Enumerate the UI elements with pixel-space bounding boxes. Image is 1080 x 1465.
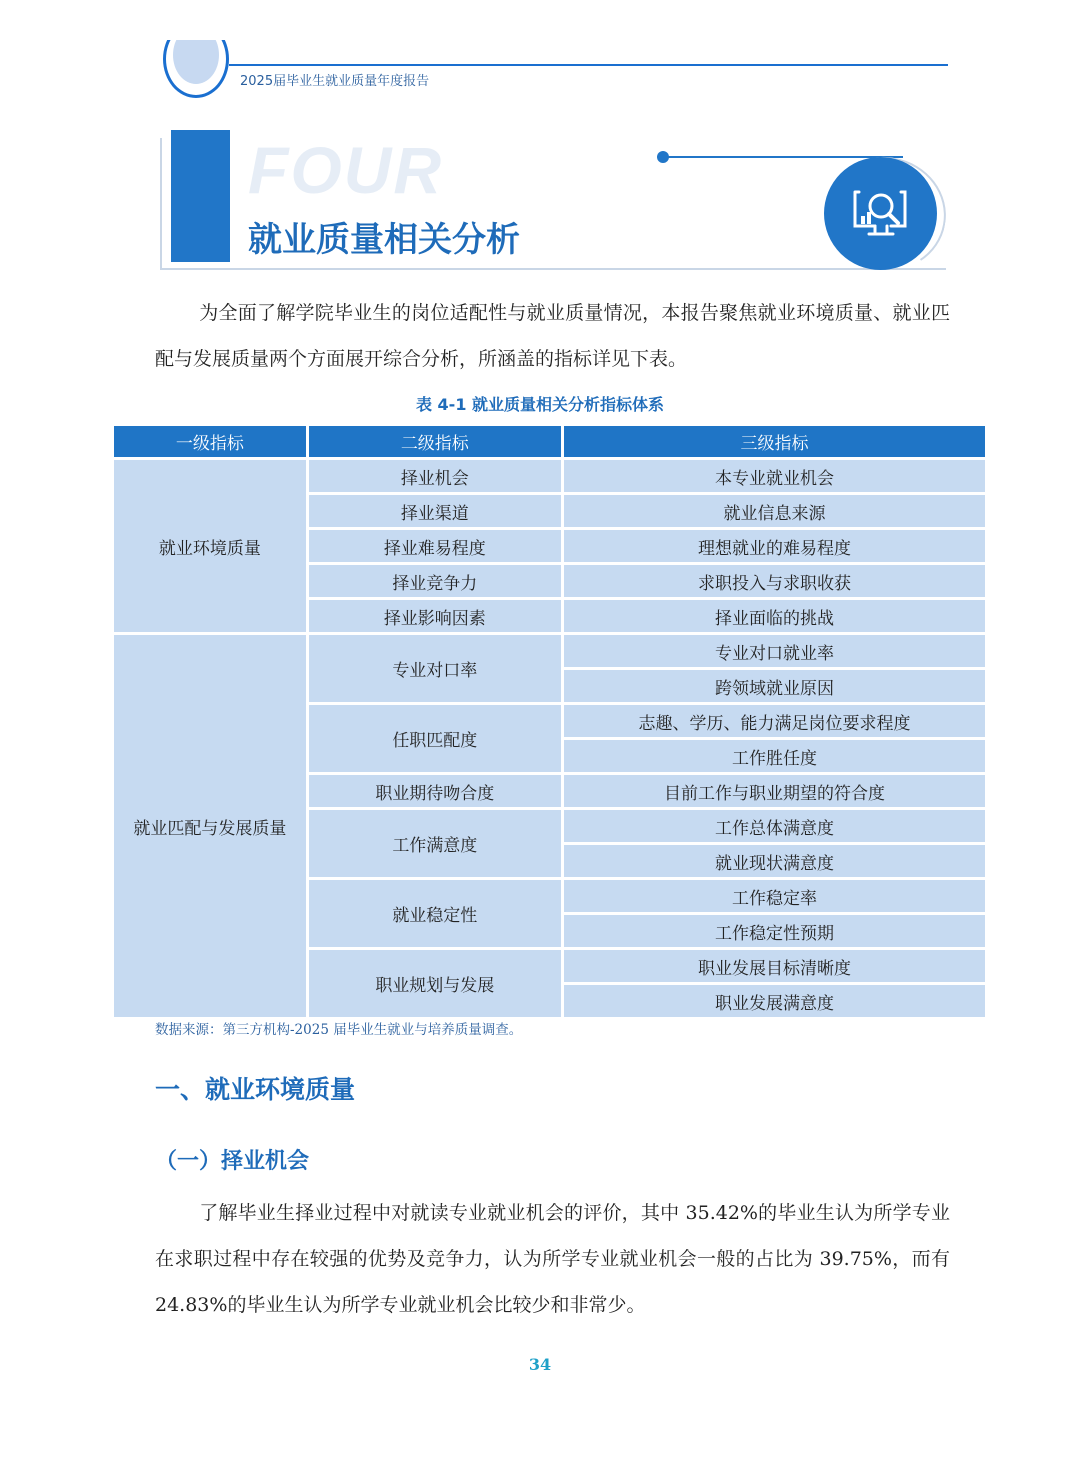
section-text: 了解毕业生择业过程中对就读专业就业机会的评价，其中 35.42%的毕业生认为所学专业在求职过程中存在较强的优势及竞争力，认为所学专业就业机会一般的占比为 39.75%，而有 24.83%的毕业生认为所学专业就业机会比较少和非常少。 (155, 1202, 950, 1316)
table-caption: 表 4-1 就业质量相关分析指标体系 (415, 395, 665, 414)
level1-cell: 就业环境质量 (114, 460, 306, 632)
level2-cell: 专业对口率 (309, 635, 561, 702)
level3-cell: 跨领域就业原因 (564, 670, 985, 702)
page-number: 34 (528, 1355, 552, 1374)
level3-cell: 就业信息来源 (564, 495, 985, 527)
header-report-title: 2025届毕业生就业质量年度报告 (240, 74, 430, 89)
level3-cell: 理想就业的难易程度 (564, 530, 985, 562)
level3-cell: 职业发展目标清晰度 (564, 950, 985, 982)
header-level1: 一级指标 (114, 426, 306, 457)
header-rule (229, 64, 948, 66)
chapter-badge (824, 157, 937, 270)
table-row (114, 460, 985, 492)
level2-cell: 职业期待吻合度 (309, 775, 561, 807)
level2-cell: 职业规划与发展 (309, 950, 561, 1017)
level1-cell: 就业匹配与发展质量 (114, 635, 306, 1017)
level3-cell: 职业发展满意度 (564, 985, 985, 1017)
chapter-number-word: FOUR (248, 133, 443, 207)
magnifier-chart-icon (851, 186, 911, 242)
subsection-heading: （一）择业机会 (155, 1149, 310, 1174)
level3-cell: 工作稳定率 (564, 880, 985, 912)
level3-cell: 本专业就业机会 (564, 460, 985, 492)
header-level2: 二级指标 (309, 426, 561, 457)
section-paragraph (155, 1190, 950, 1328)
chapter-title: 就业质量相关分析 (248, 220, 520, 260)
level2-cell: 工作满意度 (309, 810, 561, 877)
level2-cell: 择业竞争力 (309, 565, 561, 597)
level3-cell: 求职投入与求职收获 (564, 565, 985, 597)
chapter-accent-bar (171, 130, 230, 262)
header-logo-circle (163, 40, 229, 100)
level2-cell: 就业稳定性 (309, 880, 561, 947)
level2-cell: 任职匹配度 (309, 705, 561, 772)
level3-cell: 择业面临的挑战 (564, 600, 985, 632)
level3-cell: 志趣、学历、能力满足岗位要求程度 (564, 705, 985, 737)
table-header-row (114, 426, 985, 457)
level3-cell: 工作胜任度 (564, 740, 985, 772)
level3-cell: 就业现状满意度 (564, 845, 985, 877)
level2-cell: 择业影响因素 (309, 600, 561, 632)
level2-cell: 择业渠道 (309, 495, 561, 527)
intro-paragraph (155, 290, 950, 382)
level3-cell: 工作总体满意度 (564, 810, 985, 842)
table-row (114, 635, 985, 667)
header-level3: 三级指标 (564, 426, 985, 457)
level3-cell: 专业对口就业率 (564, 635, 985, 667)
table-source-note: 数据来源：第三方机构-2025 届毕业生就业与培养质量调查。 (155, 1022, 523, 1038)
level3-cell: 工作稳定性预期 (564, 915, 985, 947)
level3-cell: 目前工作与职业期望的符合度 (564, 775, 985, 807)
level2-cell: 择业机会 (309, 460, 561, 492)
section-heading: 一、就业环境质量 (155, 1075, 356, 1104)
level2-cell: 择业难易程度 (309, 530, 561, 562)
intro-text: 为全面了解学院毕业生的岗位适配性与就业质量情况，本报告聚焦就业环境质量、就业匹配与发展质量两个方面展开综合分析，所涵盖的指标详见下表。 (155, 302, 950, 370)
indicator-table (111, 423, 988, 1020)
